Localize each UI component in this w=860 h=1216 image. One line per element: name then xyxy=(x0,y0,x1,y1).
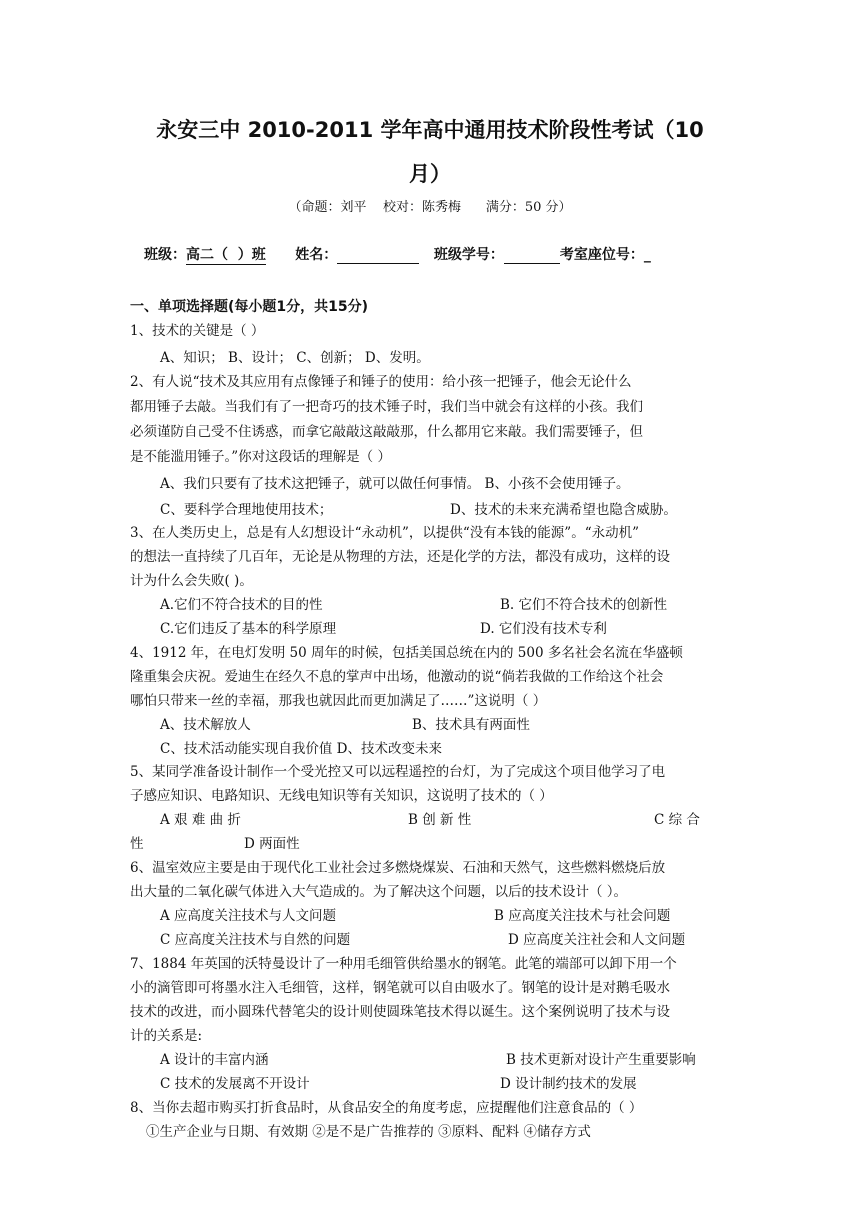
question-3-line-1: 3、在人类历史上，总是有人幻想设计“永动机”，以提供“没有本钱的能源”。“永动机” xyxy=(130,525,639,541)
question-7-line-2: 小的滴管即可将墨水注入毛细管，这样，钢笔就可以自由吸水了。钢笔的设计是对鹅毛吸水 xyxy=(130,980,670,996)
question-7-line-3: 技术的改进，而小圆珠代替笔尖的设计则使圆珠笔技术得以诞生。这个案例说明了技术与设 xyxy=(130,1004,670,1020)
question-5-option-c-cont: 性 xyxy=(130,836,144,852)
question-2-option-d: D、技术的未来充满希望也隐含威胁。 xyxy=(450,502,677,518)
question-3-option-a: A.它们不符合技术的目的性 xyxy=(160,597,323,613)
question-3-line-3: 计为什么会失败( )。 xyxy=(130,573,253,589)
name-label: 姓名： xyxy=(295,247,338,263)
question-6-option-a: A 应高度关注技术与人文问题 xyxy=(160,908,337,924)
question-4-line-2: 隆重集会庆祝。爱迪生在经久不息的掌声中出场，他激动的说“倘若我做的工作给这个社会 xyxy=(130,669,664,685)
question-6-option-b: B 应高度关注技术与社会问题 xyxy=(494,908,671,924)
question-2-options-ab: A、我们只要有了技术这把锤子，就可以做任何事情。 B、小孩不会使用锤子。 xyxy=(160,476,630,492)
question-6-option-d: D 应高度关注社会和人文问题 xyxy=(508,932,686,948)
question-1: 1、技术的关键是（ ） xyxy=(130,323,265,339)
question-7-option-c: C 技术的发展离不开设计 xyxy=(160,1076,310,1092)
question-7-option-d: D 设计制约技术的发展 xyxy=(500,1076,637,1092)
question-4-line-3: 哪怕只带来一丝的幸福，那我也就因此而更加满足了……”这说明（ ） xyxy=(130,693,547,709)
question-4-option-a: A、技术解放人 xyxy=(160,717,251,733)
question-4-option-b: B、技术具有两面性 xyxy=(412,717,530,733)
question-7-line-1: 7、1884 年英国的沃特曼设计了一种用毛细管供给墨水的钢笔。此笔的端部可以卸下用一个 xyxy=(130,956,677,972)
class-field xyxy=(186,244,266,265)
exam-subtitle: （命题：刘平 校对：陈秀梅 满分：50 分） xyxy=(288,200,572,215)
question-6-line-1: 6、温室效应主要是由于现代化工业社会过多燃烧煤炭、石油和天然气，这些燃料燃烧后放 xyxy=(130,860,666,876)
question-8-line-1: 8、当你去超市购买打折食品时，从食品安全的角度考虑，应提醒他们注意食品的（ ） xyxy=(130,1100,643,1116)
question-2-line-3: 必须谨防自己受不住诱惑，而拿它敲敲这敲敲那，什么都用它来敲。我们需要锤子，但 xyxy=(130,424,643,440)
question-7-line-4: 计的关系是: xyxy=(130,1028,203,1044)
question-5-line-1: 5、某同学准备设计制作一个受光控又可以远程遥控的台灯，为了完成这个项目他学习了电 xyxy=(130,764,666,780)
exam-title xyxy=(110,108,750,196)
seat-label: 考室座位号：_ xyxy=(559,247,651,263)
question-2-line-4: 是不能滥用锤子。”你对这段话的理解是（ ） xyxy=(130,449,391,465)
question-4-line-1: 4、1912 年，在电灯发明 50 周年的时候，包括美国总统在内的 500 多名社会名流在华盛顿 xyxy=(130,645,683,661)
question-7-option-b: B 技术更新对设计产生重要影响 xyxy=(506,1052,696,1068)
question-6-line-2: 出大量的二氧化碳气体进入大气造成的。为了解决这个问题，以后的技术设计（ ）。 xyxy=(130,884,628,900)
question-5-option-b: B 创 新 性 xyxy=(408,812,472,828)
question-5-option-a: A 艰 难 曲 折 xyxy=(160,812,241,828)
question-5-option-c: C 综 合 xyxy=(654,812,700,828)
question-6-option-c: C 应高度关注技术与自然的问题 xyxy=(160,932,351,948)
question-1-options: A、知识； B、设计； C、创新； D、发明。 xyxy=(160,350,430,366)
question-2-line-1: 2、有人说“技术及其应用有点像锤子和锤子的使用：给小孩一把锤子，他会无论什么 xyxy=(130,374,632,390)
question-5-line-2: 子感应知识、电路知识、无线电知识等有关知识，这说明了技术的（ ） xyxy=(130,788,553,804)
student-info-line xyxy=(144,244,651,265)
exam-title-line-2: 月） xyxy=(409,162,451,186)
question-3-line-2: 的想法一直持续了几百年，无论是从物理的方法，还是化学的方法，都没有成功，这样的设 xyxy=(130,549,670,565)
student-id-field[interactable] xyxy=(504,247,560,264)
student-id-label: 班级学号： xyxy=(433,247,504,263)
exam-title-line-1: 永安三中 2010-2011 学年高中通用技术阶段性考试（10 xyxy=(156,118,704,142)
question-2-line-2: 都用锤子去敲。当我们有了一把奇巧的技术锤子时，我们当中就会有这样的小孩。我们 xyxy=(130,399,643,415)
section-1-title: 一、单项选择题(每小题1分，共15分) xyxy=(130,299,369,315)
question-5-option-d: D 两面性 xyxy=(244,836,300,852)
question-3-option-c: C.它们违反了基本的科学原理 xyxy=(160,621,337,637)
question-8-line-2: ①生产企业与日期、有效期 ②是不是广告推荐的 ③原料、配料 ④储存方式 xyxy=(146,1124,591,1140)
class-value: 高二（ ）班 xyxy=(186,247,266,263)
question-4-options-cd: C、技术活动能实现自我价值 D、技术改变未来 xyxy=(160,741,442,757)
question-2-option-c: C、要科学合理地使用技术； xyxy=(160,502,333,518)
name-field[interactable] xyxy=(337,247,419,264)
question-7-option-a: A 设计的丰富内涵 xyxy=(160,1052,269,1068)
class-label: 班级： xyxy=(144,247,186,263)
question-3-option-d: D. 它们没有技术专利 xyxy=(480,621,607,637)
question-3-option-b: B. 它们不符合技术的创新性 xyxy=(500,597,668,613)
